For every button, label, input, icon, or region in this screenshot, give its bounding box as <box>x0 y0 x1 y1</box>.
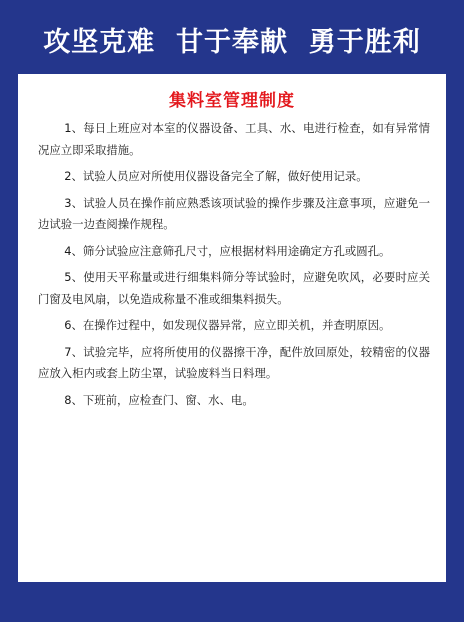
left-border-strip <box>0 74 18 582</box>
footer-band <box>0 582 464 622</box>
rule-item: 3、试验人员在操作前应熟悉该项试验的操作步骤及注意事项，应避免一边试验一边查阅操作规程。 <box>38 195 430 231</box>
document-title: 集料室管理制度 <box>169 91 295 111</box>
rule-item: 4、筛分试验应注意筛孔尺寸，应根据材料用途确定方孔或圆孔。 <box>64 243 391 258</box>
header-slogan: 攻坚克难 甘于奉献 勇于胜利 <box>43 27 421 58</box>
rules-list <box>38 118 430 416</box>
rule-item: 1、每日上班应对本室的仪器设备、工具、水、电进行检查，如有异常情况应立即采取措施。 <box>38 121 430 157</box>
rule-item: 7、试验完毕，应将所使用的仪器擦干净，配件放回原处，较精密的仪器应放入柜内或套上防尘罩，试验废料当日料理。 <box>38 344 430 380</box>
rule-item: 5、使用天平称量或进行细集料筛分等试验时，应避免吹风，必要时应关门窗及电风扇，以免造成称量不准或细集料损失。 <box>38 270 430 306</box>
rule-item: 6、在操作过程中，如发现仪器异常，应立即关机，并查明原因。 <box>64 318 391 332</box>
header-band <box>0 0 464 74</box>
rule-item: 8、下班前，应检查门、窗、水、电。 <box>64 392 254 407</box>
right-border-strip <box>446 74 464 582</box>
rule-item: 2、试验人员应对所使用仪器设备完全了解，做好使用记录。 <box>64 169 368 183</box>
